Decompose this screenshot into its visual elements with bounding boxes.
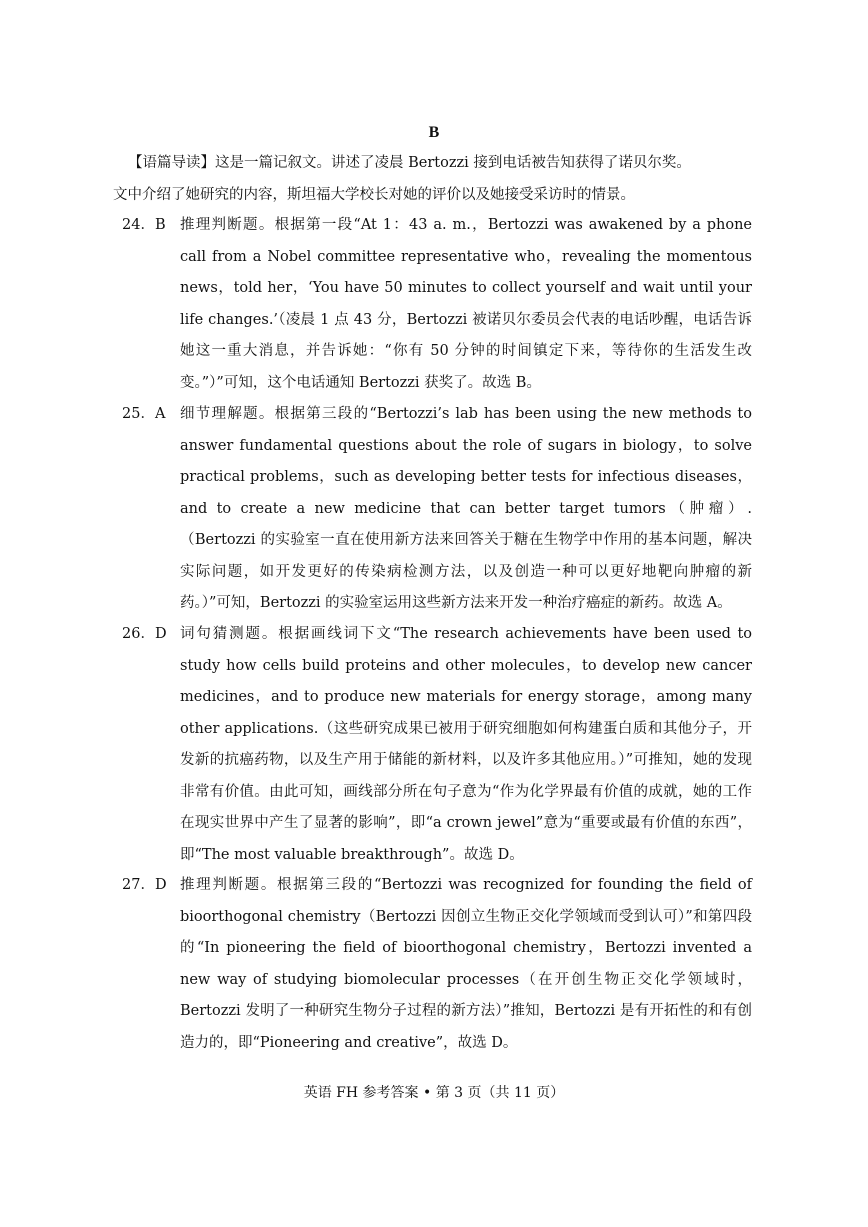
answer-item-24 xyxy=(122,210,752,399)
answer-item-26 xyxy=(122,619,752,871)
page-footer: 英语 FH 参考答案 • 第 3 页（共 11 页） xyxy=(303,1085,565,1101)
section-title: B xyxy=(428,124,440,141)
answer-number: 27．D xyxy=(122,877,167,893)
answer-explanation: 细节理解题。根据第三段的“Bertozzi’s lab has been using the new methods to answer fundamental questions about the role of sugars in biology，to solve practical problems，such as developing better tests for infectious diseases，and to create a new medicine that can better target tumors（肿瘤）.（Bertozzi 的实验室一直在使用新方法来回答关于糖在生物学中作用的基本问题，解决实际问题，如开发更好的传染病检测方法，以及创造一种可以更好地靶向肿瘤的新药。）”可知，Bertozzi 的实验室运用这些新方法来开发一种治疗癌症的新药。故选 A。 xyxy=(180,406,752,611)
answer-item-27 xyxy=(122,870,752,1059)
answer-number: 26．D xyxy=(122,626,167,642)
answer-number: 24．B xyxy=(122,217,166,233)
answer-item-25 xyxy=(122,399,752,620)
answer-explanation: 推理判断题。根据第三段的“Bertozzi was recognized for founding the field of bioorthogonal chemistry（Bertozzi 因创立生物正交化学领域而受到认可）”和第四段的“In pioneering the field of bioorthogonal chemistry，Bertozzi invented a new way of studying biomolecular processes（在开创生物正交化学领域时，Bertozzi 发明了一种研究生物分子过程的新方法）”推知，Bertozzi 是有开拓性的和有创造力的，即“Pioneering and creative”，故选 D。 xyxy=(180,877,752,1051)
passage-guide-line-2: 文中介绍了她研究的内容，斯坦福大学校长对她的评价以及她接受采访时的情景。 xyxy=(113,186,635,203)
passage-guide xyxy=(113,148,748,211)
answer-explanation: 词句猜测题。根据画线词下文“The research achievements have been used to study how cells build proteins and other molecules，to develop new cancer medicines，and to produce new materials for energy storage，among many other applications.（这些研究成果已被用于研究细胞如何构建蛋白质和其他分子，开发新的抗癌药物，以及生产用于储能的新材料，以及许多其他应用。）”可推知，她的发现非常有价值。由此可知，画线部分所在句子意为“作为化学界最有价值的成就，她的工作在现实世界中产生了显著的影响”，即“a crown jewel”意为“重要或最有价值的东西”，即“The most valuable breakthrough”。故选 D。 xyxy=(180,626,752,863)
passage-guide-line-1: 【语篇导读】这是一篇记叙文。讲述了凌晨 Bertozzi 接到电话被告知获得了诺贝尔奖。 xyxy=(128,155,691,171)
answer-explanation: 推理判断题。根据第一段“At 1：43 a. m.，Bertozzi was awakened by a phone call from a Nobel committee representative who，revealing the momentous news，told her，‘You have 50 minutes to collect yourself and wait until your life changes.’（凌晨 1 点 43 分，Bertozzi 被诺贝尔委员会代表的电话吵醒，电话告诉她这一重大消息，并告诉她：“你有 50 分钟的时间镇定下来，等待你的生活发生改变。”）”可知，这个电话通知 Bertozzi 获奖了。故选 B。 xyxy=(180,217,752,391)
answer-number: 25．A xyxy=(122,406,166,422)
